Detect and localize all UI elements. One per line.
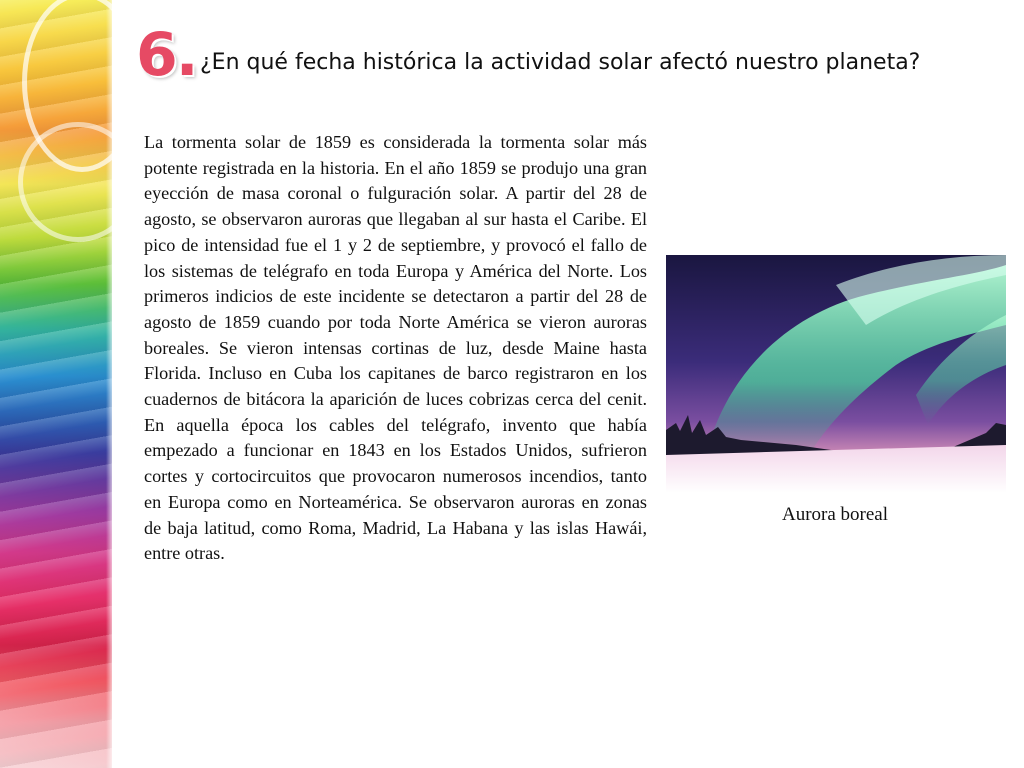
slide-number: 6. — [136, 20, 197, 90]
aurora-illustration — [666, 255, 1006, 493]
slide-title: ¿En qué fecha histórica la actividad solar afectó nuestro planeta? — [200, 50, 921, 75]
body-paragraph: La tormenta solar de 1859 es considerada la tormenta solar más potente registrada en la historia. En el año 1859 se produjo una gran eyección de masa coronal o fulguración solar. A partir del 28 de agosto, se observaron auroras que llegaban al sur hasta el Caribe. El pico de intensidad fue el 1 y 2 de septiembre, y provocó el fallo de los sistemas de telégrafo en toda Europa y América del Norte. Los primeros indicios de este incidente se detectaron a partir del 28 de agosto de 1859 cuando por toda Norte América se vieron auroras boreales. Se vieron intensas cortinas de luz, desde Maine hasta Florida. Incluso en Cuba los capitanes de barco registraron en los cuadernos de bitácora la aparición de luces cobrizas cerca del cenit. En aquella época los cables del telégrafo, invento que había empezado a funcionar en 1843 en los Estados Unidos, sufrieron cortes y cortocircuitos que provocaron numerosos incendios, tanto en Europa como en Norteamérica. Se observaron auroras en zonas de baja latitud, como Roma, Madrid, La Habana y las islas Hawái, entre otras. — [144, 132, 647, 564]
image-caption: Aurora boreal — [781, 504, 889, 525]
aurora-photo — [666, 255, 1006, 493]
decorative-ring — [18, 122, 138, 242]
